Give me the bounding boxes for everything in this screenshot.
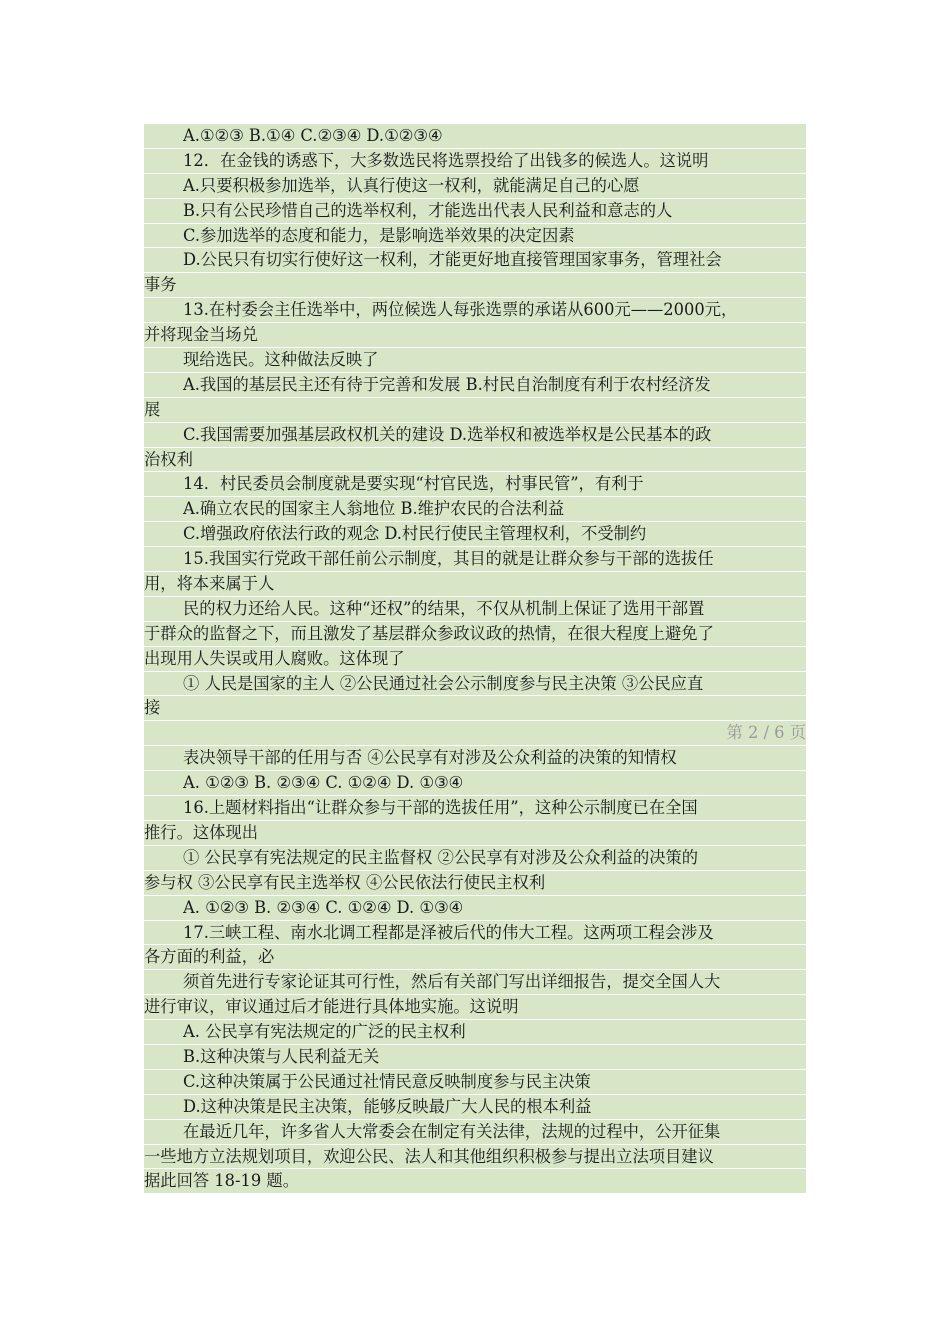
text-line: C.增强政府依法行政的观念 D.村民行使民主管理权利，不受制约 bbox=[144, 522, 806, 547]
text-line: 在最近几年，许多省人大常委会在制定有关法律，法规的过程中，公开征集 bbox=[144, 1120, 806, 1145]
text-line: 现给选民。这种做法反映了 bbox=[144, 348, 806, 373]
text-line: 表决领导干部的任用与否 ④公民享有对涉及公众利益的决策的知情权 bbox=[144, 746, 806, 771]
text-line: A.①②③ B.①④ C.②③④ D.①②③④ bbox=[144, 124, 806, 149]
page-number: 第 2 / 6 页 bbox=[144, 721, 806, 746]
text-line: 13.在村委会主任选举中，两位候选人每张选票的承诺从600元——2000元， bbox=[144, 298, 806, 323]
text-line: 据此回答 18-19 题。 bbox=[144, 1169, 806, 1194]
text-line: A.确立农民的国家主人翁地位 B.维护农民的合法利益 bbox=[144, 497, 806, 522]
text-line: 用，将本来属于人 bbox=[144, 572, 806, 597]
text-line: 17.三峡工程、南水北调工程都是泽被后代的伟大工程。这两项工程会涉及 bbox=[144, 921, 806, 946]
text-line: 15.我国实行党政干部任前公示制度，其目的就是让群众参与干部的选拔任 bbox=[144, 547, 806, 572]
text-line: A.我国的基层民主还有待于完善和发展 B.村民自治制度有利于农村经济发 bbox=[144, 373, 806, 398]
text-line: 一些地方立法规划项目，欢迎公民、法人和其他组织积极参与提出立法项目建议 bbox=[144, 1145, 806, 1170]
text-line: C.我国需要加强基层政权机关的建设 D.选举权和被选举权是公民基本的政 bbox=[144, 423, 806, 448]
text-line: A. ①②③ B. ②③④ C. ①②④ D. ①③④ bbox=[144, 896, 806, 921]
text-line: 治权利 bbox=[144, 448, 806, 473]
text-line: C.这种决策属于公民通过社情民意反映制度参与民主决策 bbox=[144, 1070, 806, 1095]
text-line: A. 公民享有宪法规定的广泛的民主权利 bbox=[144, 1020, 806, 1045]
text-line: C.参加选举的态度和能力，是影响选举效果的决定因素 bbox=[144, 224, 806, 249]
text-line: 事务 bbox=[144, 273, 806, 298]
text-line: 出现用人失误或用人腐败。这体现了 bbox=[144, 647, 806, 672]
text-line: 须首先进行专家论证其可行性，然后有关部门写出详细报告，提交全国人大 bbox=[144, 970, 806, 995]
text-line: 展 bbox=[144, 398, 806, 423]
text-line: 并将现金当场兑 bbox=[144, 323, 806, 348]
text-line: 进行审议，审议通过后才能进行具体地实施。这说明 bbox=[144, 995, 806, 1020]
text-line: 各方面的利益，必 bbox=[144, 945, 806, 970]
text-line: 民的权力还给人民。这种“还权”的结果，不仅从机制上保证了选用干部置 bbox=[144, 597, 806, 622]
text-line: 16.上题材料指出“让群众参与干部的选拔任用”，这种公示制度已在全国 bbox=[144, 796, 806, 821]
text-line: ① 人民是国家的主人 ②公民通过社会公示制度参与民主决策 ③公民应直 bbox=[144, 672, 806, 697]
text-line: 于群众的监督之下，而且激发了基层群众参政议政的热情，在很大程度上避免了 bbox=[144, 622, 806, 647]
text-line: B.只有公民珍惜自己的选举权利，才能选出代表人民利益和意志的人 bbox=[144, 199, 806, 224]
text-line: A.只要积极参加选举，认真行使这一权利，就能满足自己的心愿 bbox=[144, 174, 806, 199]
text-line: ① 公民享有宪法规定的民主监督权 ②公民享有对涉及公众利益的决策的 bbox=[144, 846, 806, 871]
document-body bbox=[144, 124, 806, 1194]
text-line: 12．在金钱的诱惑下，大多数选民将选票投给了出钱多的候选人。这说明 bbox=[144, 149, 806, 174]
text-line: D.这种决策是民主决策，能够反映最广大人民的根本利益 bbox=[144, 1095, 806, 1120]
text-line: D.公民只有切实行使好这一权利，才能更好地直接管理国家事务，管理社会 bbox=[144, 248, 806, 273]
text-line: 推行。这体现出 bbox=[144, 821, 806, 846]
text-line: A. ①②③ B. ②③④ C. ①②④ D. ①③④ bbox=[144, 771, 806, 796]
text-line: 参与权 ③公民享有民主选举权 ④公民依法行使民主权利 bbox=[144, 871, 806, 896]
text-line: B.这种决策与人民利益无关 bbox=[144, 1045, 806, 1070]
text-line: 14．村民委员会制度就是要实现“村官民选，村事民管”，有利于 bbox=[144, 472, 806, 497]
text-line: 接 bbox=[144, 696, 806, 721]
